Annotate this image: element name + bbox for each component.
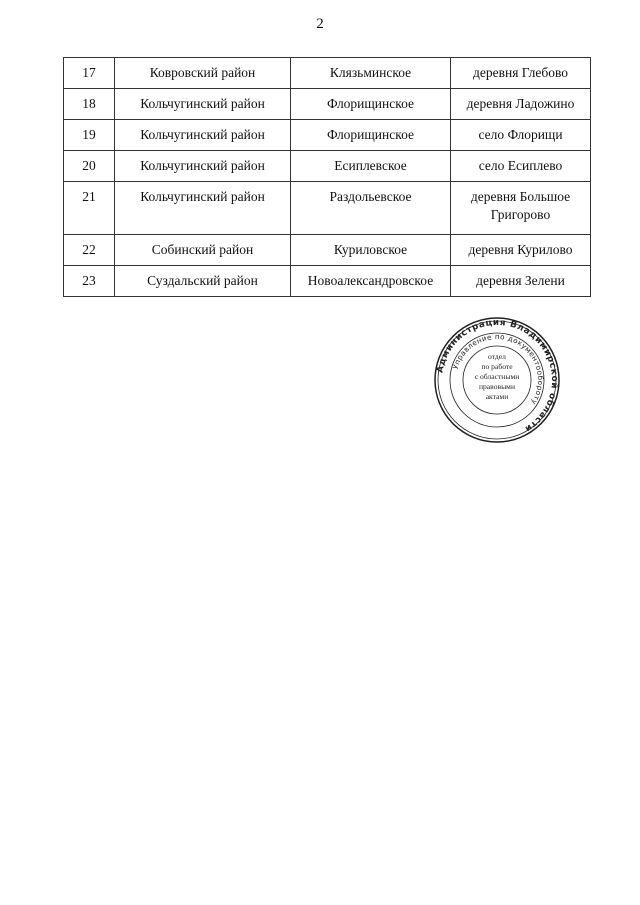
- row-number: 19: [64, 120, 115, 151]
- table-row: [64, 89, 591, 120]
- row-number: 22: [64, 235, 115, 266]
- stamp-center-line: актами: [485, 392, 509, 401]
- table-row: [64, 120, 591, 151]
- row-number: 23: [64, 266, 115, 297]
- stamp-center-line: по работе: [481, 362, 513, 371]
- locality-cell: деревня Большое Григорово: [451, 182, 591, 235]
- official-seal-stamp: [434, 317, 560, 443]
- table-row: [64, 182, 591, 235]
- stamp-center-line: с областными: [474, 372, 520, 381]
- district-cell: Кольчугинский район: [115, 151, 291, 182]
- settlement-cell: Новоалександровское: [291, 266, 451, 297]
- row-number: 17: [64, 58, 115, 89]
- district-cell: Суздальский район: [115, 266, 291, 297]
- page-number: 2: [316, 16, 324, 32]
- stamp-center-line: правовыми: [478, 382, 516, 391]
- stamp-outer-text: Администрация Владимирской области: [435, 317, 560, 434]
- table-row: [64, 151, 591, 182]
- row-number: 20: [64, 151, 115, 182]
- table-row: [64, 58, 591, 89]
- stamp-center-line: отдел: [488, 352, 506, 361]
- district-cell: Кольчугинский район: [115, 120, 291, 151]
- settlement-cell: Флорищинское: [291, 89, 451, 120]
- settlements-table: [63, 57, 591, 297]
- locality-cell: село Есиплево: [451, 151, 591, 182]
- settlement-cell: Раздольевское: [291, 182, 451, 235]
- locality-cell: село Флорищи: [451, 120, 591, 151]
- stamp-inner-text: Управление по документообороту: [450, 331, 546, 407]
- settlement-cell: Есиплевское: [291, 151, 451, 182]
- locality-cell: деревня Курилово: [451, 235, 591, 266]
- district-cell: Кольчугинский район: [115, 182, 291, 235]
- row-number: 21: [64, 182, 115, 235]
- settlement-cell: Флорищинское: [291, 120, 451, 151]
- table-row: [64, 235, 591, 266]
- table-row: [64, 266, 591, 297]
- district-cell: Собинский район: [115, 235, 291, 266]
- locality-cell: деревня Ладожино: [451, 89, 591, 120]
- locality-cell: деревня Глебово: [451, 58, 591, 89]
- locality-cell: деревня Зелени: [451, 266, 591, 297]
- district-cell: Ковровский район: [115, 58, 291, 89]
- row-number: 18: [64, 89, 115, 120]
- settlement-cell: Куриловское: [291, 235, 451, 266]
- district-cell: Кольчугинский район: [115, 89, 291, 120]
- settlement-cell: Клязьминское: [291, 58, 451, 89]
